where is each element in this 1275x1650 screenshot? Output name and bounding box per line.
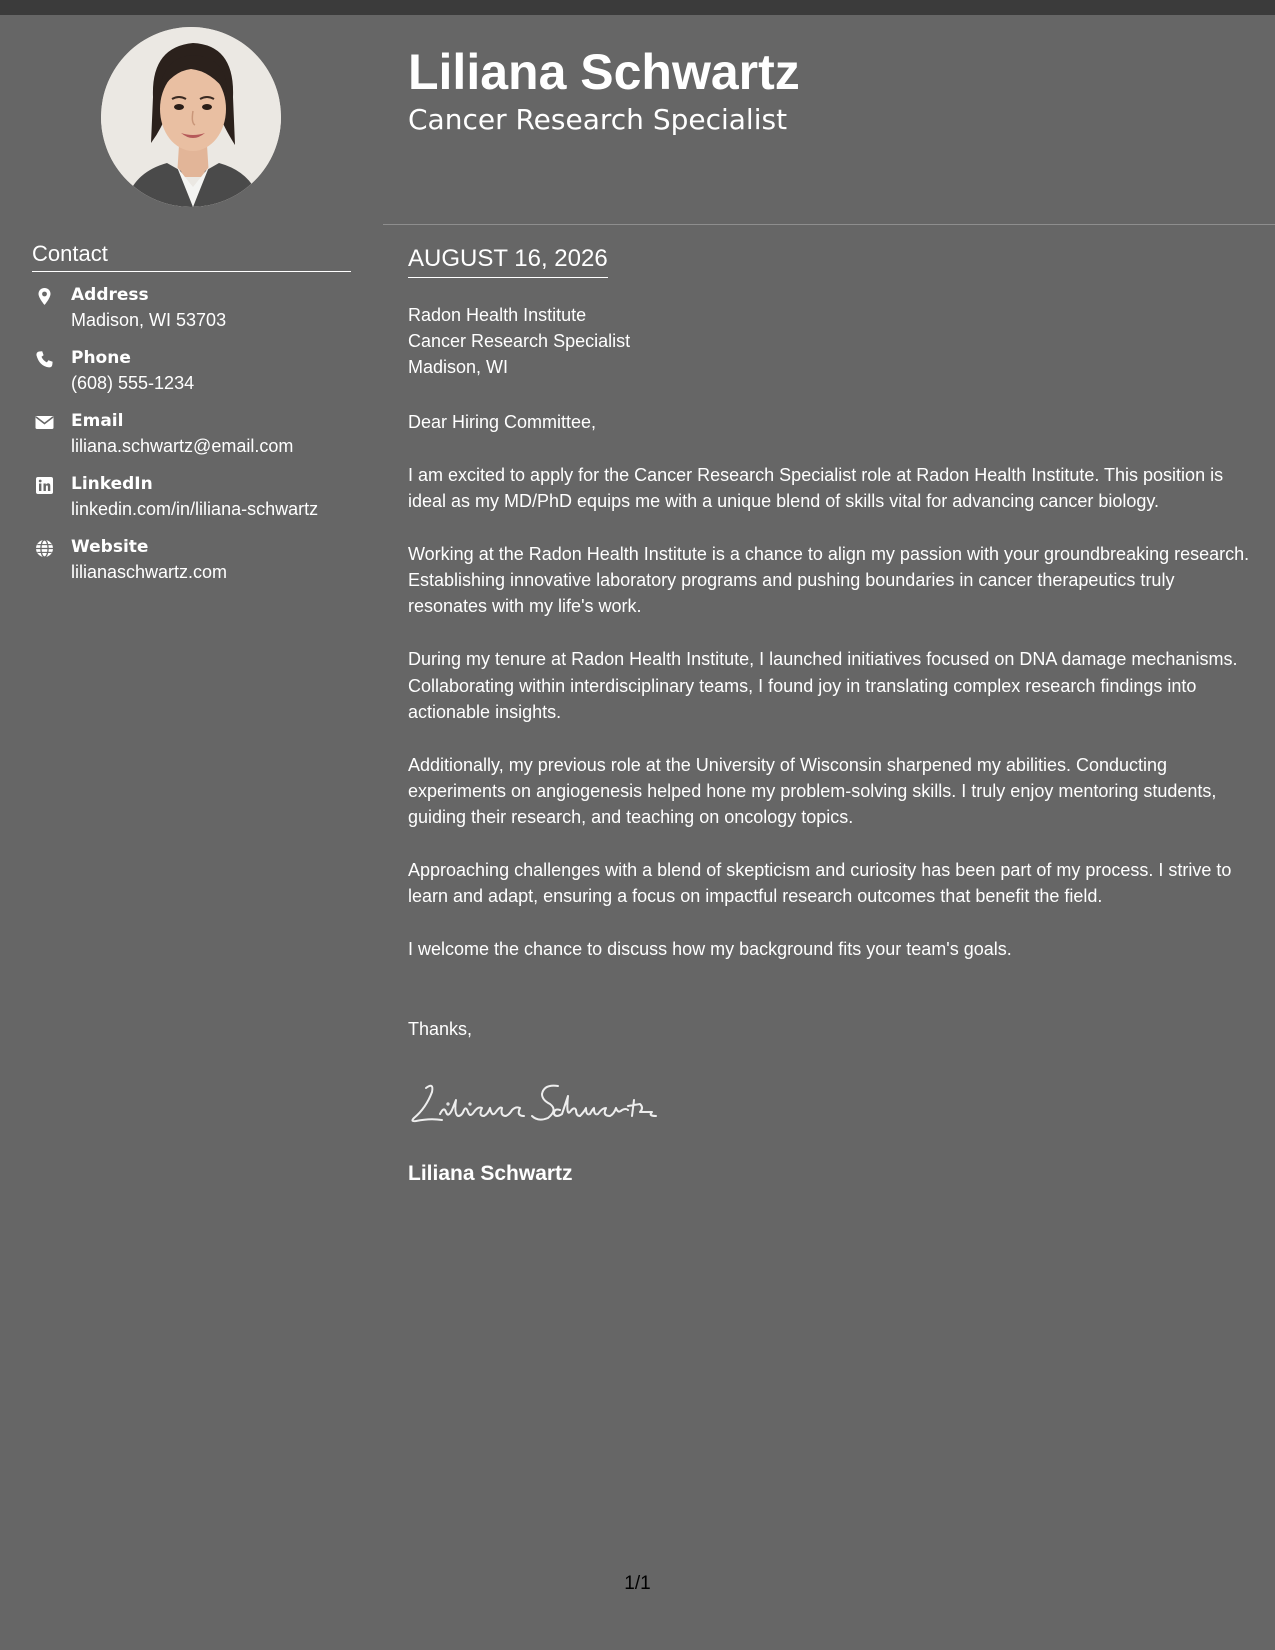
applicant-title: Cancer Research Specialist (408, 103, 788, 136)
phone-icon (35, 350, 54, 369)
contact-item-website (32, 536, 362, 599)
contact-heading: Contact (32, 240, 351, 272)
top-bar (0, 0, 1275, 15)
letter-date: AUGUST 16, 2026 (408, 244, 608, 278)
page-number: 1/1 (624, 1573, 651, 1594)
phone-value: (608) 555-1234 (71, 373, 195, 393)
contact-item-phone (32, 347, 362, 410)
location-pin-icon (35, 287, 54, 306)
contact-label: Email (71, 411, 124, 431)
contact-label: Website (71, 537, 149, 557)
header-divider (383, 224, 1275, 225)
letter-paragraph: Working at the Radon Health Institute is a chance to align my passion with your groundbreaking research. Establishing innovative laboratory programs and pushing boundaries in cancer therapeutics truly resonates with my life's work. (408, 543, 1250, 617)
signer-name: Liliana Schwartz (408, 1162, 573, 1185)
address-value: Madison, WI 53703 (71, 310, 227, 330)
contact-item-linkedin (32, 473, 362, 536)
recipient-location: Madison, WI (408, 357, 509, 377)
contact-item-address (32, 284, 362, 347)
letter-paragraph: I welcome the chance to discuss how my background fits your team's goals. (408, 939, 1012, 960)
recipient-block (408, 302, 630, 380)
contact-item-email (32, 410, 362, 473)
recipient-organization: Radon Health Institute (408, 305, 587, 325)
linkedin-value[interactable]: linkedin.com/in/liliana-schwartz (71, 499, 319, 519)
applicant-name: Liliana Schwartz (408, 44, 800, 100)
closing: Thanks, (408, 1019, 473, 1039)
website-value[interactable]: lilianaschwartz.com (71, 562, 228, 582)
letter-paragraph: Additionally, my previous role at the University of Wisconsin sharpened my abilities. Conducting experiments on angiogenesis helped hone my problem-solving skills. I truly enjoy mentoring students, guiding their research, and teaching on oncology topics. (408, 754, 1217, 828)
recipient-position: Cancer Research Specialist (408, 331, 631, 351)
contact-label: Address (71, 285, 149, 305)
globe-icon (35, 539, 54, 558)
letter-paragraph: Approaching challenges with a blend of skepticism and curiosity has been part of my process. I strive to learn and adapt, ensuring a focus on impactful research outcomes that benefit the field. (408, 860, 1232, 907)
contact-label: Phone (71, 348, 131, 368)
letter-paragraph: During my tenure at Radon Health Institute, I launched initiatives focused on DNA damage mechanisms. Collaborating within interdisciplinary teams, I found joy in translating complex research findings into actionable insights. (408, 649, 1238, 722)
signature-image (408, 1078, 668, 1126)
letter-body (408, 409, 1254, 989)
linkedin-icon (35, 476, 54, 495)
contact-list (32, 284, 362, 599)
letter-paragraph: I am excited to apply for the Cancer Research Specialist role at Radon Health Institute. This position is ideal as my MD/PhD equips me with a unique blend of skills vital for advancing cancer biology. (408, 464, 1224, 512)
profile-photo (101, 27, 281, 207)
contact-label: LinkedIn (71, 474, 153, 494)
envelope-icon (35, 413, 54, 432)
email-value[interactable]: liliana.schwartz@email.com (71, 436, 294, 456)
salutation: Dear Hiring Committee, (408, 412, 597, 432)
